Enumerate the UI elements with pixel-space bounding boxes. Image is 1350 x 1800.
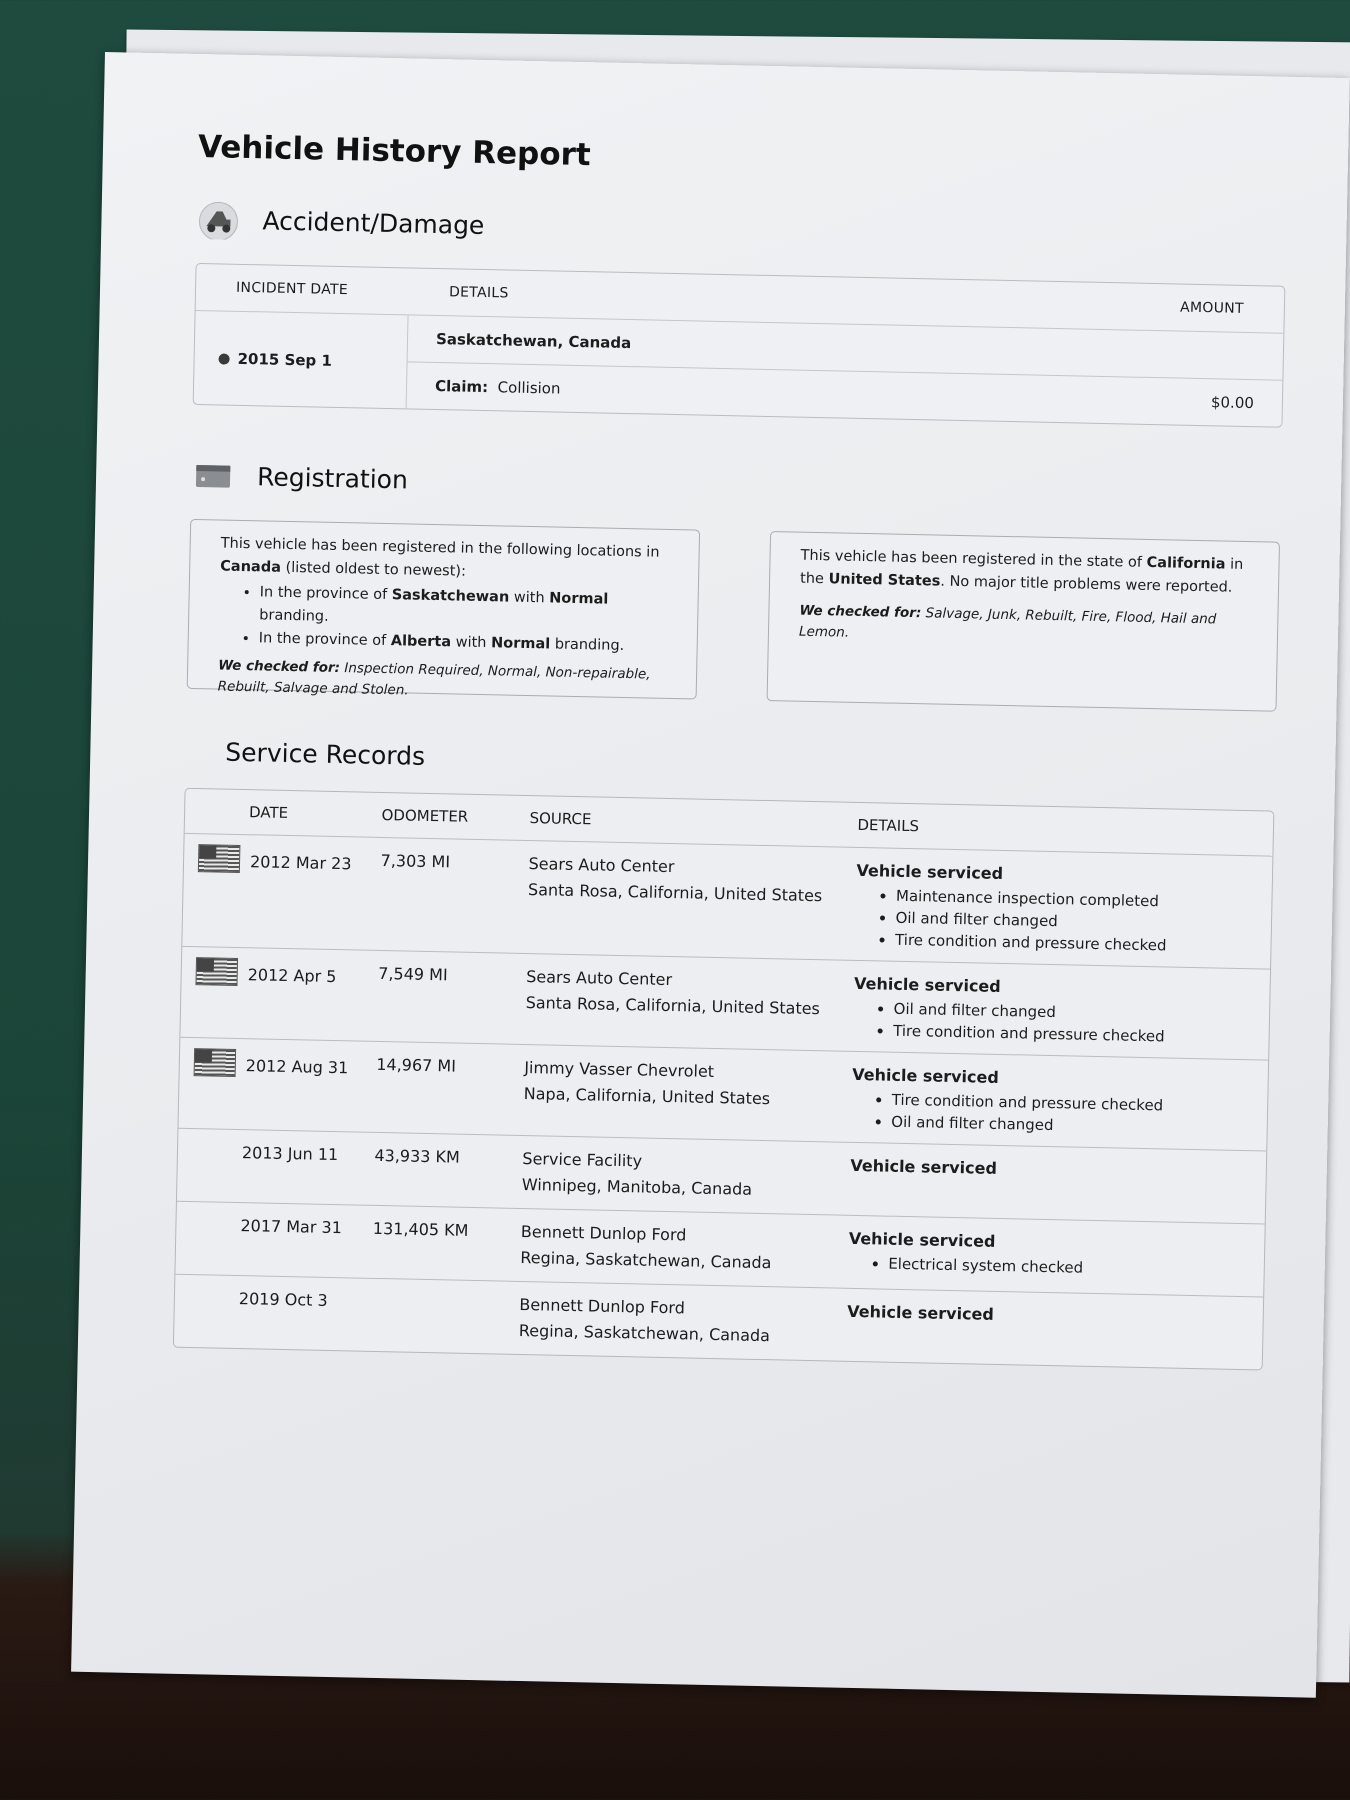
item-pre: In the province of [259, 584, 392, 604]
service-details [834, 1216, 1265, 1298]
list-item: • Oil and filter changed [893, 998, 1255, 1028]
service-date: 2013 Jun 11 [241, 1143, 339, 1165]
service-detail-title: Vehicle serviced [848, 1228, 996, 1251]
service-details [839, 961, 1270, 1061]
source-name: Bennett Dunlop Ford [519, 1294, 686, 1318]
source-location: Regina, Saskatchewan, Canada [518, 1320, 771, 1346]
us-registration-text [800, 545, 1249, 600]
service-date-cell [182, 834, 367, 951]
report-title: Vehicle History Report [197, 128, 592, 174]
service-source [511, 954, 841, 1052]
source-location: Santa Rosa, California, United States [525, 993, 821, 1019]
service-date-cell [180, 947, 364, 1042]
service-detail-title: Vehicle serviced [847, 1301, 995, 1324]
accident-date-cell [194, 311, 409, 408]
accident-section-header [196, 197, 1287, 264]
us-flag-icon [198, 844, 241, 873]
col-date-label: DATE [248, 803, 289, 823]
province-name: Saskatchewan [391, 587, 510, 606]
registration-card-icon [191, 453, 236, 498]
accident-col-details: DETAILS [409, 268, 898, 325]
us-state: California [1146, 554, 1226, 573]
canada-checked-for [218, 656, 667, 707]
registration-canada-box [187, 519, 700, 700]
source-name: Service Facility [522, 1148, 643, 1171]
report-content [173, 129, 1288, 1371]
item-post: branding. [259, 607, 329, 625]
canada-province-list [219, 581, 668, 659]
item-mid: with [509, 589, 550, 607]
accident-amount: $0.00 [1210, 393, 1255, 413]
service-detail-list [851, 1088, 1253, 1140]
service-detail-title: Vehicle serviced [852, 1064, 1000, 1087]
service-date-cell [174, 1275, 358, 1351]
list-item: • Maintenance inspection completed [896, 885, 1258, 915]
registration-section-header [191, 453, 1282, 520]
us-text-2: in the [799, 556, 1244, 588]
canada-intro-tail: (listed oldest to newest): [280, 559, 467, 580]
service-source [507, 1136, 836, 1216]
service-source [509, 1045, 839, 1143]
accident-col-amount: AMOUNT [897, 279, 1285, 334]
service-odometer: 43,933 KM [359, 1133, 508, 1209]
alert-dot-icon [218, 353, 229, 364]
canada-intro [220, 533, 669, 588]
service-details [841, 848, 1273, 970]
source-location: Winnipeg, Manitoba, Canada [521, 1174, 753, 1199]
service-detail-title: Vehicle serviced [850, 1155, 998, 1178]
service-detail-list [855, 884, 1258, 958]
list-item: • Oil and filter changed [891, 1111, 1253, 1141]
source-name: Jimmy Vasser Chevrolet [524, 1058, 715, 1081]
accident-heading: Accident/Damage [262, 205, 485, 240]
service-col-details: DETAILS [843, 803, 1273, 857]
registration-boxes [187, 519, 1280, 712]
list-item: • Tire condition and pressure checked [895, 929, 1257, 959]
flag-spacer [192, 1157, 232, 1158]
flag-spacer [190, 1230, 230, 1231]
service-odometer: 7,303 MI [365, 838, 515, 954]
item-post: branding. [550, 636, 625, 655]
source-name: Sears Auto Center [526, 967, 673, 990]
tow-truck-icon [196, 197, 241, 242]
source-location: Santa Rosa, California, United States [527, 880, 823, 906]
service-details [832, 1289, 1263, 1370]
accident-table [193, 263, 1286, 428]
source-name: Bennett Dunlop Ford [520, 1221, 687, 1245]
checked-label: We checked for: [218, 657, 341, 677]
branding: Normal [490, 635, 551, 653]
item-pre: In the province of [258, 630, 391, 650]
service-source [504, 1282, 833, 1361]
us-text-3: . No major title problems were reported. [940, 573, 1233, 596]
service-section-header [185, 737, 1275, 789]
accident-claim [407, 362, 896, 418]
service-date-cell [175, 1202, 359, 1279]
service-odometer [356, 1279, 505, 1354]
source-location: Regina, Saskatchewan, Canada [520, 1247, 772, 1273]
canada-country: Canada [220, 558, 282, 576]
us-flag-icon [195, 957, 238, 986]
list-item: • Tire condition and pressure checked [892, 1089, 1254, 1119]
service-detail-list [853, 997, 1255, 1049]
service-date: 2019 Oct 3 [238, 1289, 328, 1310]
registration-heading: Registration [256, 461, 409, 494]
flag-spacer [189, 1303, 229, 1304]
service-details [837, 1052, 1268, 1152]
service-odometer: 7,549 MI [363, 951, 513, 1045]
service-date: 2017 Mar 31 [240, 1216, 343, 1238]
claim-label: Claim: [434, 376, 489, 397]
accident-date: 2015 Sep 1 [237, 349, 333, 370]
accident-col-date: INCIDENT DATE [196, 264, 410, 315]
item-mid: with [450, 634, 492, 652]
service-date-cell [178, 1038, 362, 1133]
table-row [182, 834, 1272, 970]
service-heading: Service Records [225, 737, 426, 771]
service-source [506, 1209, 835, 1289]
service-date: 2012 Mar 23 [249, 852, 352, 874]
service-table [173, 788, 1274, 1371]
checked-text: Inspection Required, Normal, Non-repairable, Rebuilt, Salvage and Stolen. [217, 660, 651, 699]
source-location: Napa, California, United States [523, 1084, 771, 1109]
service-detail-title: Vehicle serviced [856, 860, 1004, 883]
service-odometer: 131,405 KM [358, 1206, 507, 1282]
source-name: Sears Auto Center [528, 854, 675, 877]
us-checked-for [799, 601, 1248, 652]
service-source [513, 841, 843, 961]
branding: Normal [549, 590, 609, 608]
service-detail-title: Vehicle serviced [853, 973, 1001, 996]
list-item: • Oil and filter changed [895, 907, 1257, 937]
accident-location: Saskatchewan, Canada [408, 315, 1284, 380]
registration-us-box [767, 531, 1280, 712]
service-date-cell [177, 1129, 361, 1206]
checked-label: We checked for: [799, 602, 922, 622]
us-text-1: This vehicle has been registered in the state of [800, 547, 1147, 571]
claim-value: Collision [497, 378, 561, 398]
list-item: • Tire condition and pressure checked [893, 1020, 1255, 1050]
paper-sheet [71, 52, 1350, 1698]
list-item: • Electrical system checked [888, 1253, 1250, 1283]
us-flag-icon [194, 1048, 237, 1077]
service-col-odometer: ODOMETER [367, 793, 516, 841]
service-odometer: 14,967 MI [361, 1042, 511, 1136]
province-name: Alberta [390, 633, 452, 651]
service-col-source: SOURCE [515, 796, 844, 848]
service-col-date [185, 789, 368, 838]
canada-intro-text: This vehicle has been registered in the following locations in [220, 535, 660, 561]
service-date: 2012 Apr 5 [247, 965, 337, 987]
service-date: 2012 Aug 31 [245, 1056, 349, 1078]
us-country: United States [828, 571, 941, 590]
service-details [835, 1143, 1266, 1225]
checked-text: Salvage, Junk, Rebuilt, Fire, Flood, Hail and Lemon. [798, 605, 1217, 641]
service-rows [174, 834, 1273, 1370]
